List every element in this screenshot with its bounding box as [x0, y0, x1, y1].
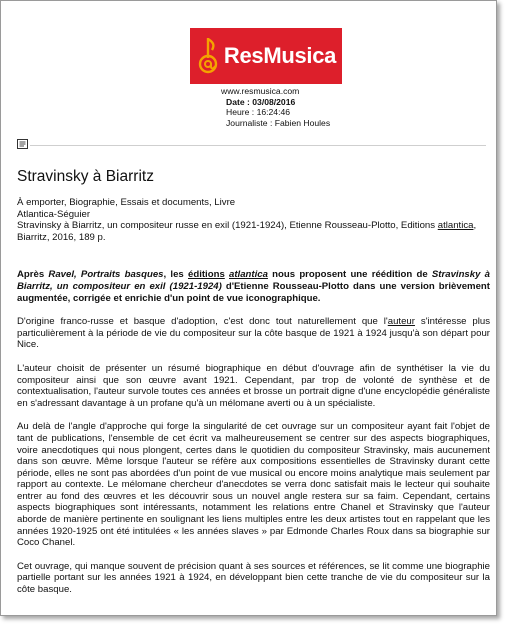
- source-url: www.resmusica.com: [221, 86, 300, 96]
- intro-text: Après: [17, 269, 49, 281]
- article-body: [17, 197, 490, 608]
- paragraph-critique: Au delà de l'angle d'approche qui forge la singularité de cet ouvrage sur un compositeur ayant fait l'objet de tant de publications, l'ensemble de cet écrit va malheureusement se centrer sur des aspects biographiques, voire anecdotiques qui nous plongent, certes dans le quotidien du compositeur Stravinsky, mais aucunement dans son œuvre. Même lorsque l'auteur se réfère aux compositions essentielles de Stravinsky durant cette période, elles ne sont pas abordées d'un point de vue musical ou encore moins analytique mais seulement par rapport au contexte. Le mélomane chercheur d'anecdotes se verra donc satisfait mais le lecteur qui souhaite entrer au fond des œuvres et les découvrir sous un nouvel angle restera sur sa faim. Cependant, certains aspects biographiques sont intéressants, notamment les relations entre Chanel et Stravinsky que l'auteur aborde de manière pertinente en soulignant les liens multiples entre les deux artistes tout en rappelant que les années 1920-1925 ont été intitulées « les années slaves » par Edmonde Charles Roux dans sa biographie sur Coco Chanel.: [17, 421, 490, 549]
- resmusica-logo: [190, 28, 342, 84]
- article-intro: [17, 269, 490, 304]
- citation-text: Stravinsky à Biarritz, un compositeur russe en exil (1921-1924), Etienne Rousseau-Plotto, Editions: [17, 220, 438, 232]
- musical-note-at-icon: [196, 36, 222, 76]
- paragraph-origins: [17, 316, 490, 351]
- intro-editions-link[interactable]: éditions: [188, 269, 225, 281]
- intro-text: d'Etienne Rousseau-Plotto dans une version brièvement augmentée, corrigée et enrichie d'un point de vue iconographique.: [17, 280, 490, 304]
- citation-publisher-link[interactable]: atlantica: [437, 220, 474, 232]
- book-info: [17, 197, 490, 243]
- paragraph-text: s'intéresse plus particulièrement à la période de vie du compositeur sur la côte basque de 1921 à 1924 jusqu'à son départ pour Nice.: [17, 316, 490, 351]
- journalist-label: Journaliste : Fabien Houles: [226, 117, 331, 128]
- document-icon: [17, 139, 28, 149]
- intro-book-title: Ravel, Portraits basques: [48, 269, 164, 281]
- citation-text-end: , Biarritz, 2016, 189 p.: [17, 220, 477, 243]
- header-divider: [30, 145, 486, 146]
- book-citation: [17, 220, 490, 243]
- intro-atlantica-link[interactable]: atlantica: [229, 269, 268, 281]
- clipping-metadata: [222, 86, 330, 128]
- time-label: Heure : 16:24:46: [226, 107, 291, 117]
- intro-reissue-title: Stravinsky à Biarritz, un compositeur en exil (1921-1924): [17, 269, 490, 292]
- author-link[interactable]: auteur: [387, 316, 415, 328]
- intro-text: nous proposent une réédition de: [267, 269, 432, 281]
- paragraph-conclusion: Cet ouvrage, qui manque souvent de précision quant à ses sources et références, se lit comme une biographie partielle portant sur les années 1921 à 1924, en développant bien cette tranche de vie du compositeur sur la côte basque.: [17, 560, 490, 596]
- date-label: Date : 03/08/2016: [226, 96, 296, 107]
- intro-text: , les: [163, 269, 188, 281]
- logo-text: ResMusica: [223, 43, 337, 68]
- book-categories: À emporter, Biographie, Essais et documents, Livre: [17, 197, 236, 208]
- paragraph-summary: L'auteur choisit de présenter un résumé biographique en début d'ouvrage afin de synthétiser la vie du compositeur ainsi que son œuvre avant 1921. Cependant, par trop de volonté de synthèse et de contextualisation, l'auteur survole toutes ces années et brosse un portrait digne d'une encyclopédie généraliste en s'adressant davantage à un profane qu'à un mélomane averti ou à un spécialiste.: [17, 362, 490, 409]
- book-publisher: Atlantica-Séguier: [17, 208, 91, 220]
- article-title: Stravinsky à Biarritz: [17, 168, 154, 185]
- paragraph-text: D'origine franco-russe et basque d'adoption, c'est donc tout naturellement que l': [17, 316, 388, 328]
